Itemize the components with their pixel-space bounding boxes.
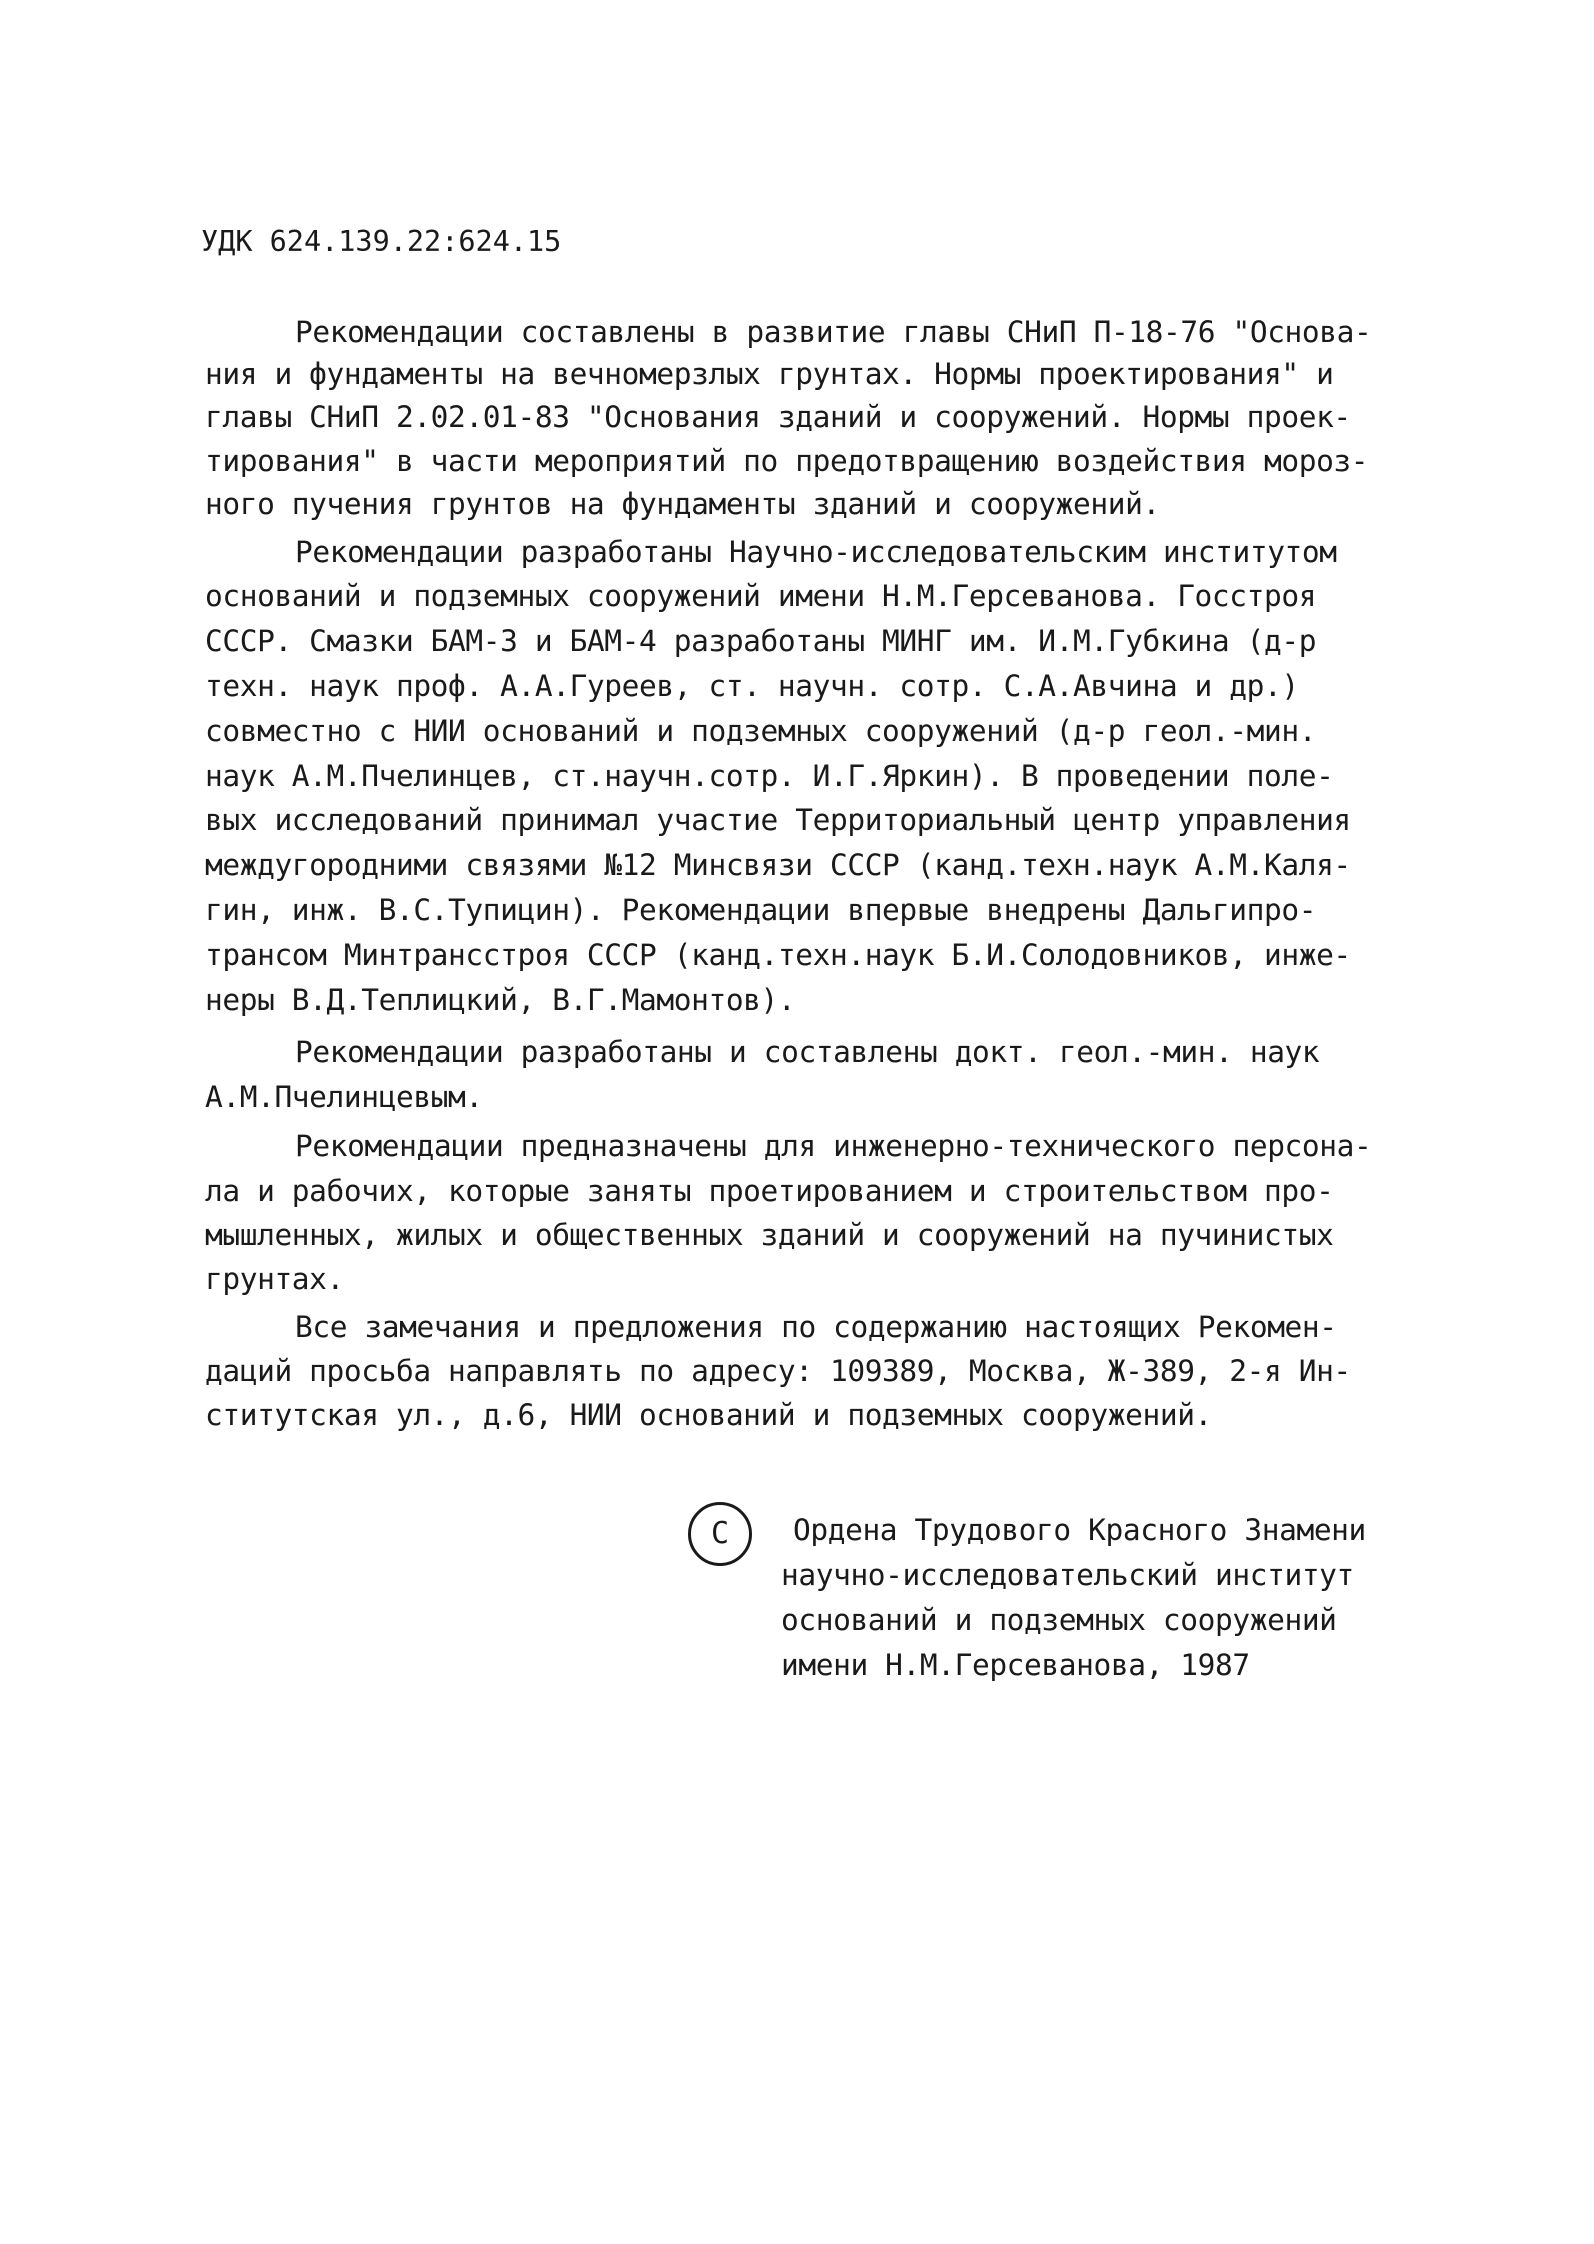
text-line: главы СНиП 2.02.01-83 "Основания зданий и сооружений. Нормы проек-: [205, 400, 1351, 434]
copyright-line: Ордена Трудового Красного Знамени: [793, 1513, 1366, 1547]
text-line: Рекомендации разработаны Научно-исследовательским институтом: [295, 535, 1337, 569]
text-line: ного пучения грунтов на фундаменты зданий и сооружений.: [205, 487, 1160, 521]
copyright-line: оснований и подземных сооружений: [781, 1603, 1337, 1637]
text-line: ла и рабочих, которые заняты проетированием и строительством про-: [205, 1174, 1334, 1208]
text-line: совместно с НИИ оснований и подземных сооружений (д-р геол.-мин.: [205, 714, 1317, 748]
text-line: Все замечания и предложения по содержанию настоящих Рекомен-: [295, 1310, 1337, 1344]
copyright-line: имени Н.М.Герсеванова, 1987: [781, 1648, 1250, 1682]
text-line: оснований и подземных сооружений имени Н.М.Герсеванова. Госстроя: [205, 579, 1317, 613]
text-line: грунтах.: [205, 1262, 344, 1296]
text-line: техн. наук проф. А.А.Гуреев, ст. научн. сотр. С.А.Авчина и др.): [205, 669, 1299, 703]
text-line: Рекомендации составлены в развитие главы СНиП П-18-76 "Основа-: [295, 315, 1372, 349]
text-line: Рекомендации разработаны и составлены докт. геол.-мин. наук: [295, 1035, 1320, 1069]
text-line: даций просьба направлять по адресу: 109389, Москва, Ж-389, 2-я Ин-: [205, 1354, 1351, 1388]
text-line: Рекомендации предназначены для инженерно-технического персона-: [295, 1129, 1372, 1163]
text-line: вых исследований принимал участие Территориальный центр управления: [205, 803, 1351, 837]
udk-code: УДК 624.139.22:624.15: [201, 225, 562, 258]
text-line: трансом Минтрансстроя СССР (канд.техн.наук Б.И.Солодовников, инже-: [205, 938, 1351, 972]
text-line: СССР. Смазки БАМ-3 и БАМ-4 разработаны МИНГ им. И.М.Губкина (д-р: [205, 624, 1317, 658]
text-line: тирования" в части мероприятий по предотвращению воздействия мороз-: [205, 444, 1369, 478]
text-line: А.М.Пчелинцевым.: [205, 1080, 483, 1114]
text-line: мышленных, жилых и общественных зданий и сооружений на пучинистых: [205, 1218, 1334, 1252]
copyright-line: научно-исследовательский институт: [781, 1558, 1354, 1592]
text-line: гин, инж. В.С.Тупицин). Рекомендации впервые внедрены Дальгипро-: [205, 893, 1317, 927]
copyright-icon: С: [688, 1502, 752, 1566]
text-line: междугородними связями №12 Минсвязи СССР (канд.техн.наук А.М.Каля-: [205, 848, 1351, 882]
text-line: ститутская ул., д.6, НИИ оснований и подземных сооружений.: [205, 1398, 1212, 1432]
text-line: наук А.М.Пчелинцев, ст.научн.сотр. И.Г.Яркин). В проведении поле-: [205, 759, 1334, 793]
text-line: ния и фундаменты на вечномерзлых грунтах. Нормы проектирования" и: [205, 357, 1334, 391]
text-line: неры В.Д.Теплицкий, В.Г.Мамонтов).: [205, 983, 796, 1017]
